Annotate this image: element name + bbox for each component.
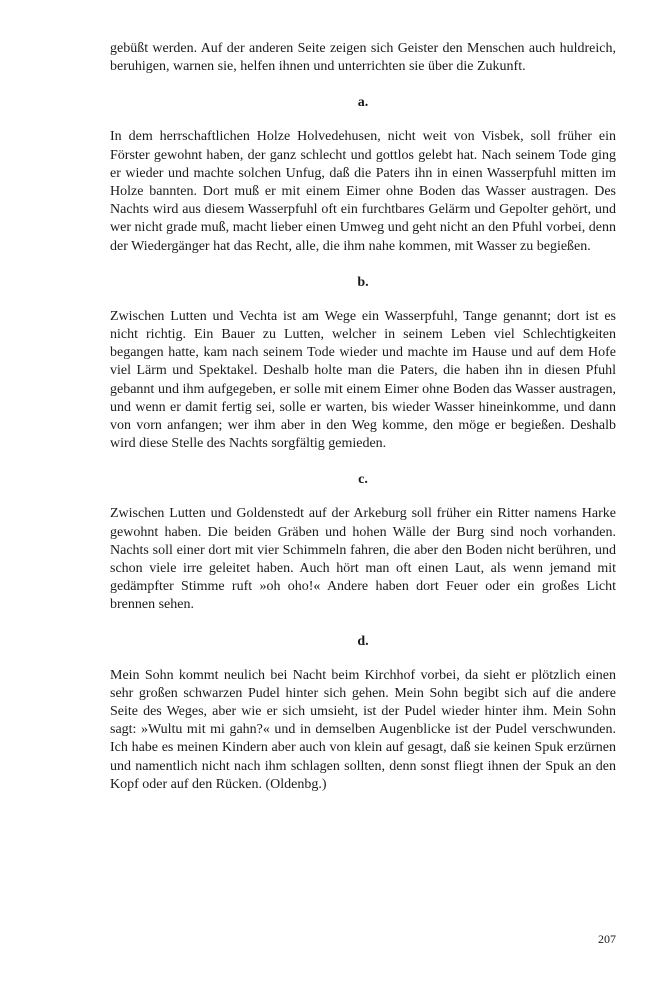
section-b-paragraph: Zwischen Lutten und Vechta ist am Wege ein Wasserpfuhl, Tange genannt; dort ist es nicht richtig. Ein Bauer zu Lutten, welcher in seinem Leben viel Schlechtigkeiten begangen hatte, kam nach seinem Tode wieder und machte im Hause und auf dem Hofe viel Lärm und Spektakel. Deshalb holte man die Paters, die haben ihn in diesen Pfuhl gebannt und ihm aufgegeben, er solle mit einem Eimer ohne Boden das Wasser austragen, und wenn er damit fertig sei, solle er warten, bis wieder Wasser hineinkomme, und dann von vorn anfangen; wer ihm aber in den Weg komme, den möge er begießen. Deshalb wird diese Stelle des Nachts sorgfältig gemieden. bbox=[110, 308, 616, 452]
intro-paragraph: gebüßt werden. Auf der anderen Seite zeigen sich Geister den Menschen auch huldreich, beruhigen, warnen sie, helfen ihnen und unterrichten sie über die Zukunft. bbox=[110, 41, 616, 75]
section-heading-d: d. bbox=[357, 633, 369, 649]
page-number: 207 bbox=[598, 932, 616, 946]
section-c-paragraph: Zwischen Lutten und Goldenstedt auf der Arkeburg soll früher ein Ritter namens Harke gewohnt haben. Die beiden Gräben und hohen Wälle der Burg sind noch vorhanden. Nachts soll einer dort mit vier Schimmeln fahren, die aber den Boden nicht berühren, und schon viele irre geleitet haben. Auch hört man oft einen Laut, als wenn jemand mit gedämpfter Stimme ruft »oh oho!« Andere haben dort Feuer oder ein großes Licht brennen sehen. bbox=[110, 506, 616, 613]
section-d-paragraph: Mein Sohn kommt neulich bei Nacht beim Kirchhof vorbei, da sieht er plötzlich einen sehr großen schwarzen Pudel hinter sich gehen. Mein Sohn begibt sich auf die andere Seite des Weges, aber wie er sich umsieht, ist der Pudel wieder hinter ihm. Mein Sohn sagt: »Wultu mit mi gahn?« und in demselben Augenblicke ist der Pudel verschwunden. Ich habe es meinen Kindern aber auch von klein auf gesagt, daß sie keinen Spuk erzürnen und namentlich nicht nach ihm schlagen sollten, denn sonst fliegt ihnen der Spuk an den Kopf oder auf den Rücken. (Oldenbg.) bbox=[110, 667, 616, 792]
section-a-paragraph: In dem herrschaftlichen Holze Holvedehusen, nicht weit von Visbek, soll früher ein Förster gewohnt haben, der ganz schlecht und gottlos gelebt hat. Nach seinem Tode ging er wieder und machte solchen Unfug, daß die Paters ihn in einen Wasserpfuhl mitten im Holze bannten. Dort muß er mit einem Eimer ohne Boden das Wasser austragen. Des Nachts wird aus diesem Wasserpfuhl oft ein furchtbares Gelärm und Gepolter gehört, und wer nicht grade muß, macht lieber einen Umweg und geht nicht an den Pfuhl vorbei, denn der Wiedergänger hat das Recht, alle, die ihm nahe kommen, mit Wasser zu begießen. bbox=[110, 129, 616, 254]
page-body bbox=[110, 40, 616, 794]
section-heading-a: a. bbox=[357, 95, 369, 111]
section-heading-c: c. bbox=[358, 472, 368, 488]
section-heading-b: b. bbox=[357, 274, 369, 290]
